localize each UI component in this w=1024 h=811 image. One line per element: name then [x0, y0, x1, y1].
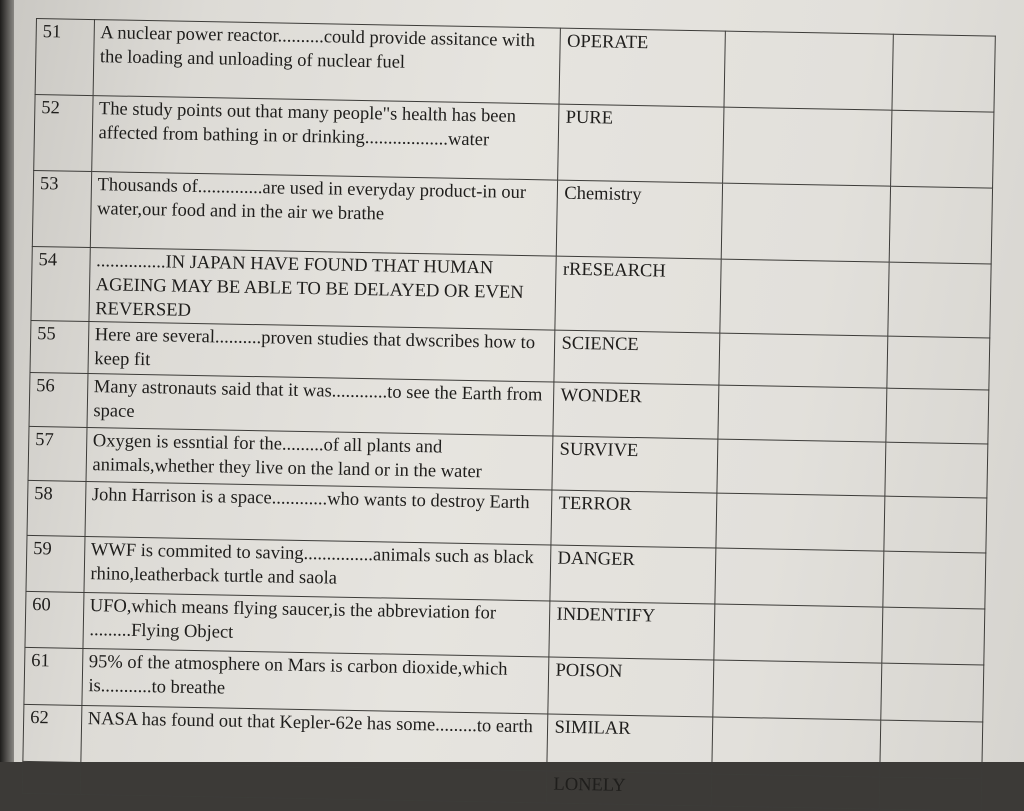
- question-sentence: Oxygen is essntial for the.........of all plants and animals,whether they live on the land or in the water: [86, 427, 554, 490]
- question-sentence: The study points out that many people"s health has been affected from bathing in or drinking..................water: [91, 96, 559, 181]
- root-word: DANGER: [550, 545, 716, 604]
- question-number: 60: [25, 591, 84, 648]
- answer-cell[interactable]: [720, 259, 889, 336]
- answer-cell[interactable]: [718, 385, 887, 442]
- blank-cell: [883, 551, 986, 609]
- root-word: TERROR: [551, 490, 717, 548]
- answer-cell[interactable]: [712, 717, 881, 777]
- answer-cell[interactable]: [715, 548, 884, 607]
- root-word: PURE: [558, 104, 724, 183]
- question-sentence: A nuclear power reactor..........could provide assitance with the loading and unloading of nuclear fuel: [93, 20, 561, 105]
- question-number: [22, 761, 80, 794]
- root-word: LONELY: [547, 771, 712, 806]
- question-number: 61: [24, 647, 83, 705]
- blank-cell: [885, 442, 988, 498]
- blank-cell: [881, 663, 984, 722]
- root-word: WONDER: [553, 382, 719, 439]
- blank-cell: [880, 720, 983, 779]
- question-sentence: NASA has found out that Kepler-62e has some.........to earth: [81, 705, 549, 771]
- root-word: Chemistry: [557, 180, 723, 259]
- blank-cell: [887, 336, 990, 390]
- answer-cell[interactable]: [721, 183, 890, 262]
- question-number: 54: [31, 246, 90, 321]
- question-number: 56: [29, 372, 88, 427]
- answer-cell[interactable]: [719, 333, 888, 388]
- question-number: 59: [26, 535, 85, 592]
- question-number: 62: [23, 704, 82, 762]
- question-sentence: ...............IN JAPAN HAVE FOUND THAT HUMAN AGEING MAY BE ABLE TO BE DELAYED OR EVEN REVERSED: [89, 248, 557, 331]
- question-sentence: John Harrison is a space............who wants to destroy Earth: [85, 481, 553, 545]
- root-word: SURVIVE: [552, 436, 718, 493]
- blank-cell: [892, 34, 995, 112]
- answer-cell[interactable]: [716, 493, 885, 551]
- answer-cell[interactable]: [723, 107, 892, 186]
- blank-cell: [884, 496, 987, 553]
- question-sentence: UFO,which means flying saucer,is the abbreviation for .........Flying Object: [83, 592, 551, 657]
- answer-cell[interactable]: [724, 31, 893, 110]
- question-number: 58: [27, 480, 86, 536]
- blank-cell: [879, 777, 981, 811]
- word-formation-table: [22, 18, 996, 811]
- blank-cell: [889, 186, 992, 264]
- question-number: 51: [35, 19, 94, 96]
- blank-cell: [882, 607, 985, 665]
- root-word: POISON: [548, 657, 714, 717]
- question-number: 52: [34, 94, 93, 171]
- blank-cell: [891, 110, 994, 188]
- root-word: INDENTIFY: [549, 601, 715, 660]
- root-word: OPERATE: [559, 28, 725, 107]
- answer-cell[interactable]: [711, 774, 880, 809]
- answer-cell[interactable]: [713, 660, 882, 720]
- question-number: 57: [28, 426, 87, 481]
- answer-cell[interactable]: [714, 604, 883, 663]
- answer-cell[interactable]: [717, 439, 886, 496]
- root-word: SIMILAR: [547, 714, 713, 774]
- question-sentence: Many astronauts said that it was............to see the Earth from space: [87, 374, 555, 437]
- blank-cell: [888, 262, 991, 338]
- question-sentence: 95% of the atmosphere on Mars is carbon dioxide,which is...........to breathe: [82, 648, 550, 714]
- question-number: 53: [32, 170, 91, 247]
- question-sentence: Thousands of..............are used in everyday product-in our water,our food and in the air we brathe: [90, 172, 558, 257]
- question-sentence: WWF is commited to saving...............animals such as black rhino,leatherback turtle and saola: [84, 536, 552, 601]
- root-word: SCIENCE: [554, 330, 720, 385]
- question-number: 55: [30, 320, 89, 373]
- blank-cell: [886, 388, 989, 444]
- question-sentence: Here are several..........proven studies that dwscribes how to keep fit: [88, 322, 556, 383]
- worksheet: [22, 18, 996, 811]
- root-word: rRESEARCH: [555, 256, 721, 333]
